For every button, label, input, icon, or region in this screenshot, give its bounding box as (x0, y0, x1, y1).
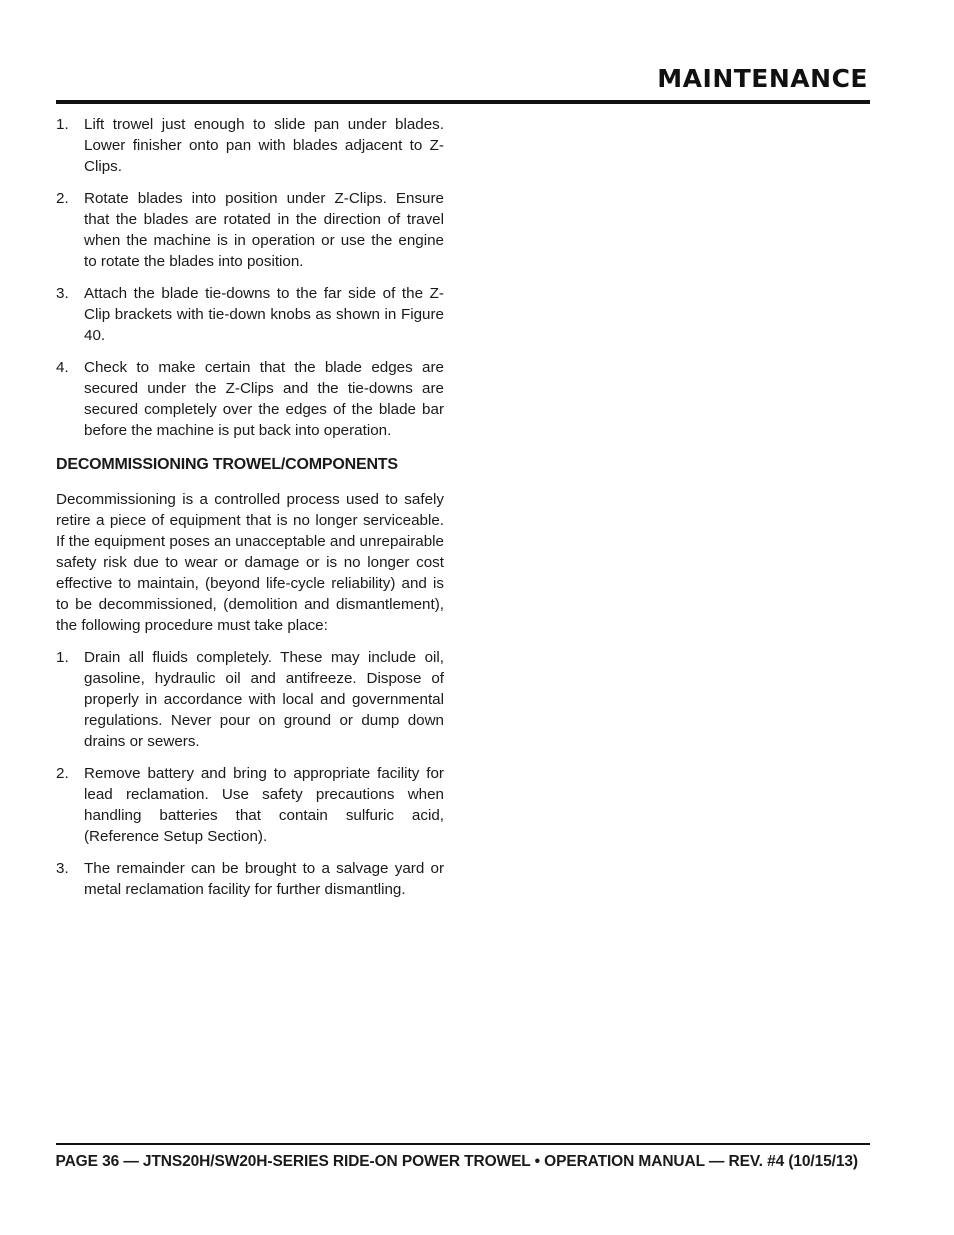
step-number: 4. (56, 359, 69, 376)
step-text: Lift trowel just enough to slide pan under blades. Lower finisher onto pan with blades adjacent to Z-Clips. (84, 116, 444, 175)
footer-divider (56, 1143, 870, 1145)
step-text: Drain all fluids completely. These may include oil, gasoline, hydraulic oil and antifreeze. Dispose of properly in accordance with local and governmental regulations. Never pour on ground or dump down drains or sewers. (84, 649, 444, 750)
step-text: The remainder can be brought to a salvage yard or metal reclamation facility for further dismantling. (84, 860, 444, 898)
page-footer: PAGE 36 — JTNS20H/SW20H-SERIES RIDE-ON POWER TROWEL • OPERATION MANUAL — REV. #4 (10/15/13) (55, 1153, 858, 1170)
step-number: 1. (56, 649, 69, 666)
header-divider (56, 100, 870, 104)
step-number: 1. (56, 116, 69, 133)
section-intro-paragraph: Decommissioning is a controlled process used to safely retire a piece of equipment that is no longer serviceable. If the equipment poses an unacceptable and unrepairable safety risk due to wear or damage or is no longer cost effective to maintain, (beyond life-cycle reliability) and is to be decommissioned, (demolition and dismantlement), the following procedure must take place: (56, 491, 444, 634)
step-text: Rotate blades into position under Z-Clips. Ensure that the blades are rotated in the direction of travel when the machine is in operation or use the engine to rotate the blades into position. (84, 190, 444, 270)
list-item (56, 858, 444, 900)
decommission-steps-list (56, 647, 444, 900)
step-number: 2. (56, 765, 69, 782)
list-item (56, 283, 444, 346)
step-text: Remove battery and bring to appropriate facility for lead reclamation. Use safety precautions when handling batteries that contain sulfuric acid, (Reference Setup Section). (84, 765, 444, 845)
main-column (56, 114, 444, 911)
list-item (56, 647, 444, 752)
list-item (56, 188, 444, 272)
step-text: Check to make certain that the blade edges are secured under the Z-Clips and the tie-downs are secured completely over the edges of the blade bar before the machine is put back into operation. (84, 359, 444, 439)
step-number: 3. (56, 860, 69, 877)
step-text: Attach the blade tie-downs to the far side of the Z-Clip brackets with tie-down knobs as shown in Figure 40. (84, 285, 444, 344)
list-item (56, 763, 444, 847)
list-item (56, 357, 444, 441)
page-section-title: MAINTENANCE (657, 64, 868, 93)
section-heading: DECOMMISSIONING TROWEL/COMPONENTS (56, 456, 398, 473)
reinstall-steps-list (56, 114, 444, 441)
list-item (56, 114, 444, 177)
step-number: 3. (56, 285, 69, 302)
step-number: 2. (56, 190, 69, 207)
